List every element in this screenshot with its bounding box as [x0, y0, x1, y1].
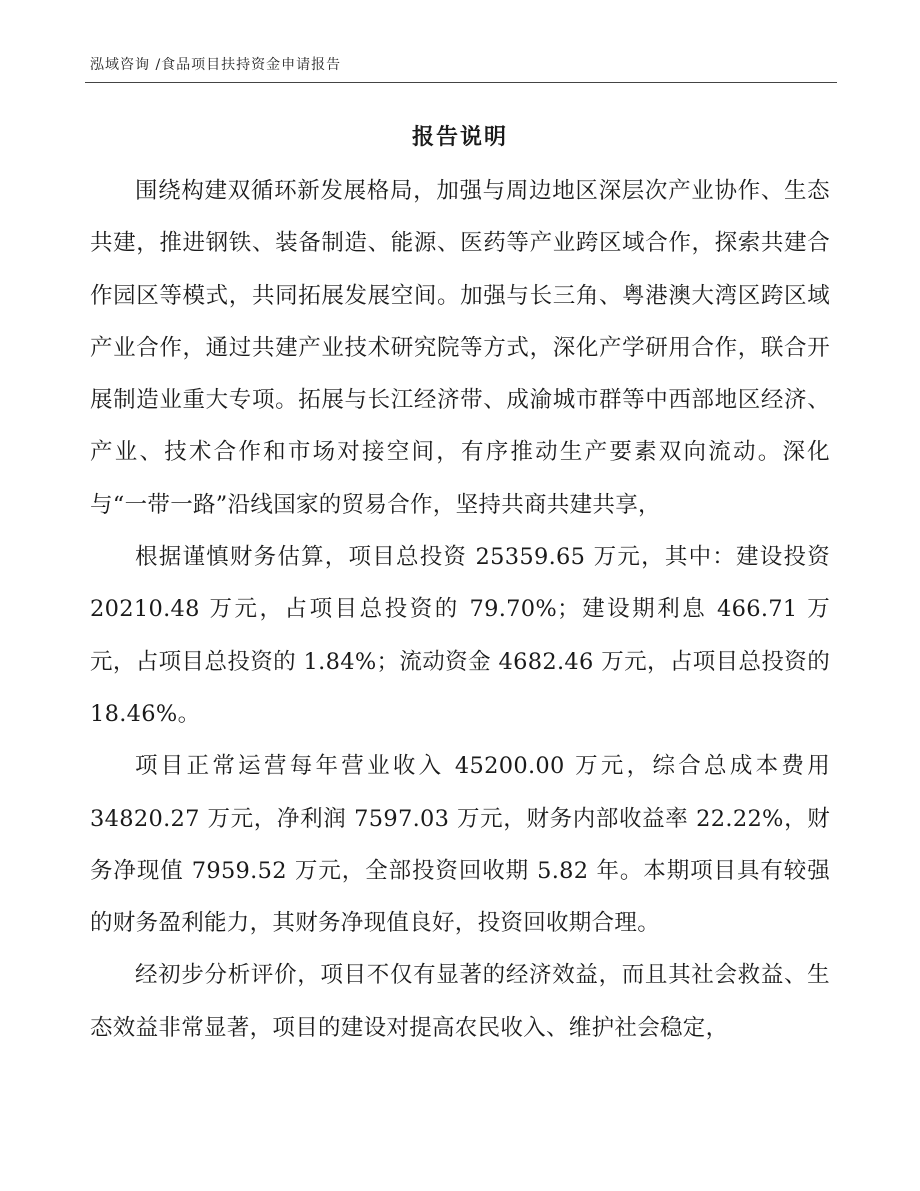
- report-title: 报告说明: [411, 124, 508, 150]
- paragraph-financial-results: 项目正常运营每年营业收入 45200.00 万元，综合总成本费用34820.27 万元，净利润 7597.03 万元，财务内部收益率 22.22%，财务净现值 7959.52 万元，全部投资回收期 5.82 年。本期项目具有较强的财务盈利能力，其财务净现值良好，投资回收期合理。: [90, 753, 830, 937]
- paragraph-evaluation: 经初步分析评价，项目不仅有显著的经济效益，而且其社会救益、生态效益非常显著，项目的建设对提高农民收入、维护社会稳定，: [90, 962, 830, 1041]
- header-divider: [85, 82, 837, 83]
- page-header: 泓域咨询 /食品项目扶持资金申请报告: [90, 57, 342, 73]
- paragraph-investment-estimate: 根据谨慎财务估算，项目总投资 25359.65 万元，其中：建设投资20210.48 万元，占项目总投资的 79.70%；建设期利息 466.71 万元，占项目总投资的 1.84%；流动资金 4682.46 万元，占项目总投资的18.46%。: [90, 544, 830, 727]
- paragraph-development-pattern: 围绕构建双循环新发展格局，加强与周边地区深层次产业协作、生态共建，推进钢铁、装备制造、能源、医药等产业跨区域合作，探索共建合作园区等模式，共同拓展发展空间。加强与长三角、粤港澳大湾区跨区域产业合作，通过共建产业技术研究院等方式，深化产学研用合作，联合开展制造业重大专项。拓展与长江经济带、成渝城市群等中西部地区经济、产业、技术合作和市场对接空间，有序推动生产要素双向流动。深化与“一带一路”沿线国家的贸易合作，坚持共商共建共享，: [90, 178, 830, 518]
- report-body: [90, 165, 830, 1054]
